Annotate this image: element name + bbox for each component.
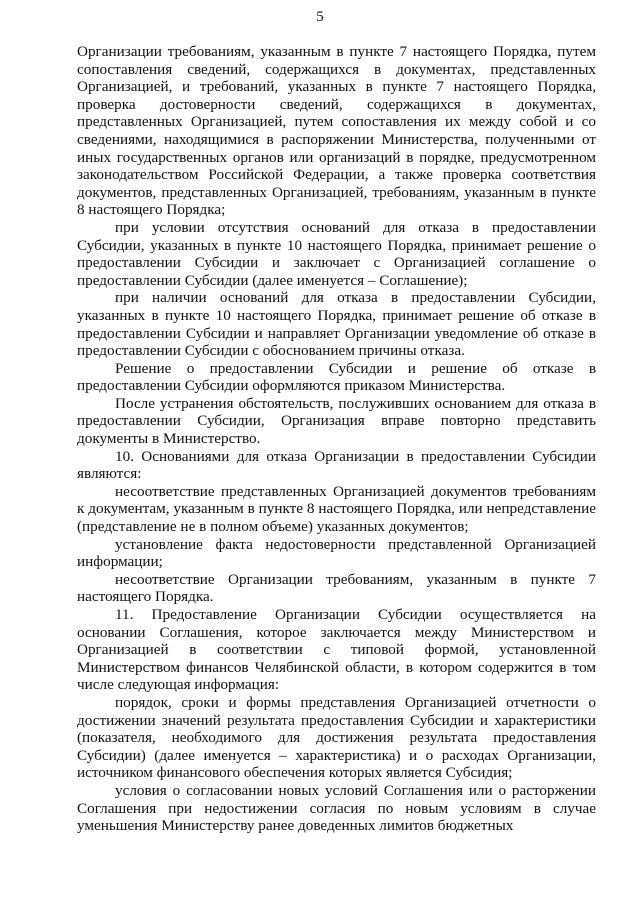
paragraph-continuation: Организации требованиям, указанным в пункте 7 настоящего Порядка, путем сопоставления сведений, содержащихся в документах, представленных Организацией, и требований, указанных в пункте 7 настоящего Порядка, проверка достоверности сведений, содержащихся в документах, представленных Организацией, путем сопоставления их между собой и со сведениями, находящимися в распоряжении Министерства, полученными от иных государственных органов или организаций в порядке, предусмотренном законодательством Российской Федерации, а также проверка соответствия документов, представленных Организацией, требованиям, указанным в пункте 8 настоящего Порядка; (77, 43, 596, 219)
document-body (77, 43, 596, 835)
paragraph-item-10-unreliable: установление факта недостоверности представленной Организацией информации; (77, 535, 596, 571)
paragraph-item-10: 10. Основаниями для отказа Организации в предоставлении Субсидии являются: (77, 447, 596, 483)
paragraph-item-10-requirements: несоответствие Организации требованиям, указанным в пункте 7 настоящего Порядка. (77, 570, 596, 606)
paragraph-item-11-reporting: порядок, сроки и формы представления Организацией отчетности о достижении значений результата предоставления Субсидии и характеристики (показателя, необходимого для достижения результата предоставления Субсидии) (далее именуется – характеристика) и о расходах Организации, источником финансового обеспечения которых является Субсидия; (77, 693, 596, 782)
paragraph-resubmission: После устранения обстоятельств, послуживших основанием для отказа в предоставлении Субсидии, Организация вправе повторно представить документы в Министерство. (77, 394, 596, 448)
paragraph-item-11: 11. Предоставление Организации Субсидии осуществляется на основании Соглашения, которое заключается между Министерством и Организацией в соответствии с типовой формой, установленной Министерством финансов Челябинской области, в котором содержится в том числе следующая информация: (77, 606, 596, 694)
paragraph-grounds-refusal: при наличии оснований для отказа в предоставлении Субсидии, указанных в пункте 10 настоящего Порядка, принимает решение об отказе в предоставлении Субсидии и направляет Организации уведомление об отказе в предоставлении Субсидии с обоснованием причины отказа. (77, 289, 596, 360)
paragraph-decision-order: Решение о предоставлении Субсидии и решение об отказе в предоставлении Субсидии оформляются приказом Министерства. (77, 359, 596, 395)
paragraph-item-10-documents: несоответствие представленных Организацией документов требованиям к документам, указанным в пункте 8 настоящего Порядка, или непредставление (представление не в полном объеме) указанных документов; (77, 482, 596, 536)
paragraph-no-grounds-decision: при условии отсутствия оснований для отказа в предоставлении Субсидии, указанных в пункте 10 настоящего Порядка, принимает решение о предоставлении Субсидии и заключает с Организацией соглашение о предоставлении Субсидии (далее именуется – Соглашение); (77, 218, 596, 289)
paragraph-item-11-conditions: условия о согласовании новых условий Соглашения или о расторжении Соглашения при недостижении согласия по новым условиям в случае уменьшения Министерству ранее доведенных лимитов бюджетных (77, 781, 596, 835)
page-number: 5 (316, 9, 324, 25)
